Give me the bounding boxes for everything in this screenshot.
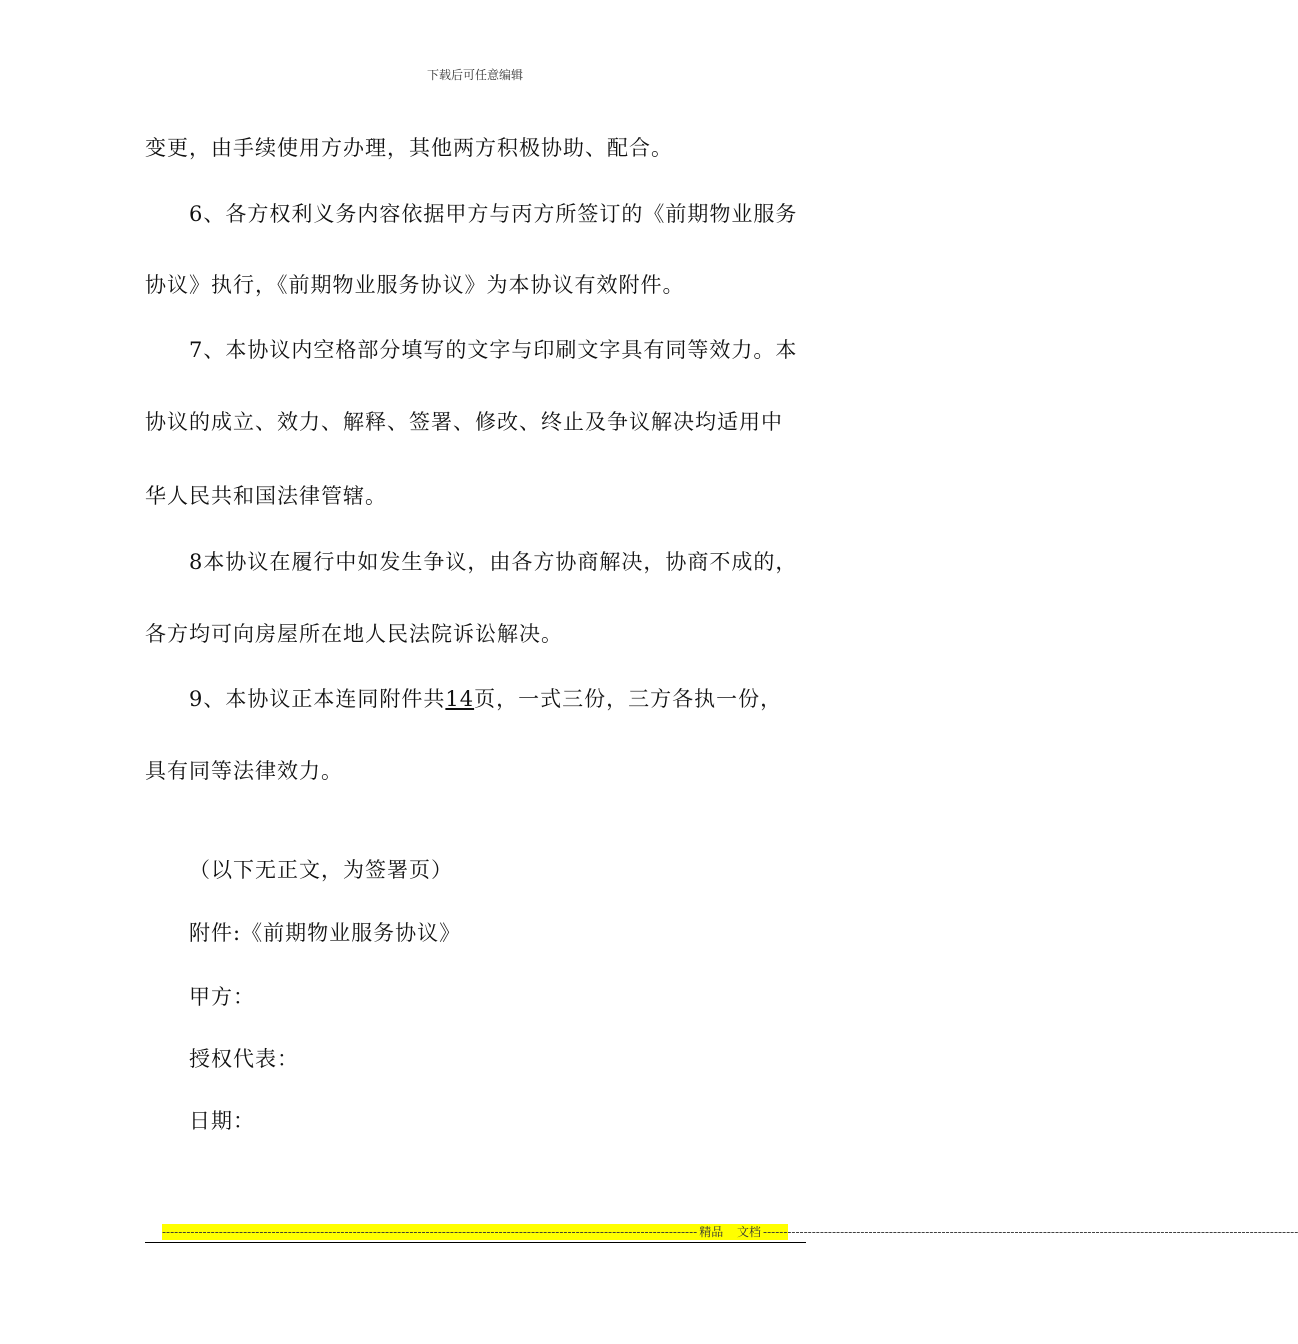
representative-label: 授权代表： [189, 1047, 299, 1071]
clause-7-line-1: 7、本协议内空格部分填写的文字与印刷文字具有同等效力。本 [189, 338, 798, 362]
footer-dash-left: ------------------------------------------------------------------------------------------------------------------------------------ [162, 1225, 698, 1239]
clause-8-line-2: 各方均可向房屋所在地人民法院诉讼解决。 [145, 622, 563, 646]
clause-9-line-2: 具有同等法律效力。 [145, 759, 343, 783]
clause-9-before: 9、本协议正本连同附件共 [189, 687, 446, 711]
clause-7-line-2: 协议的成立、效力、解释、签署、修改、终止及争议解决均适用中 [145, 410, 783, 434]
clause-6-line-2: 协议》执行，《前期物业服务协议》为本协议有效附件。 [145, 273, 685, 297]
header-note: 下载后可任意编辑 [426, 68, 523, 82]
attachment-line: 附件:《前期物业服务协议》 [189, 921, 462, 945]
clause-9-after: 页，一式三份，三方各执一份， [474, 687, 783, 711]
clause-6-line-1: 6、各方权利义务内容依据甲方与丙方所签订的《前期物业服务 [189, 202, 798, 226]
party-a-label: 甲方： [189, 985, 255, 1009]
no-text-note: （以下无正文，为签署页） [189, 858, 453, 882]
clause-8-line-1: 8本协议在履行中如发生争议，由各方协商解决，协商不成的， [189, 550, 798, 574]
date-label: 日期： [189, 1109, 255, 1133]
footer-label: 精品 文档 [699, 1225, 762, 1239]
footer-rule [145, 1242, 806, 1243]
footer-banner [162, 1224, 1298, 1240]
body-line-1: 变更，由手续使用方办理，其他两方积极协助、配合。 [145, 136, 673, 160]
footer-dash-right: ------------------------------------------------------------------------------------------------------------------------------------ [763, 1225, 1298, 1239]
clause-9-line-1 [189, 686, 782, 712]
clause-7-line-3: 华人民共和国法律管辖。 [145, 484, 387, 508]
page-count: 14 [445, 687, 475, 711]
